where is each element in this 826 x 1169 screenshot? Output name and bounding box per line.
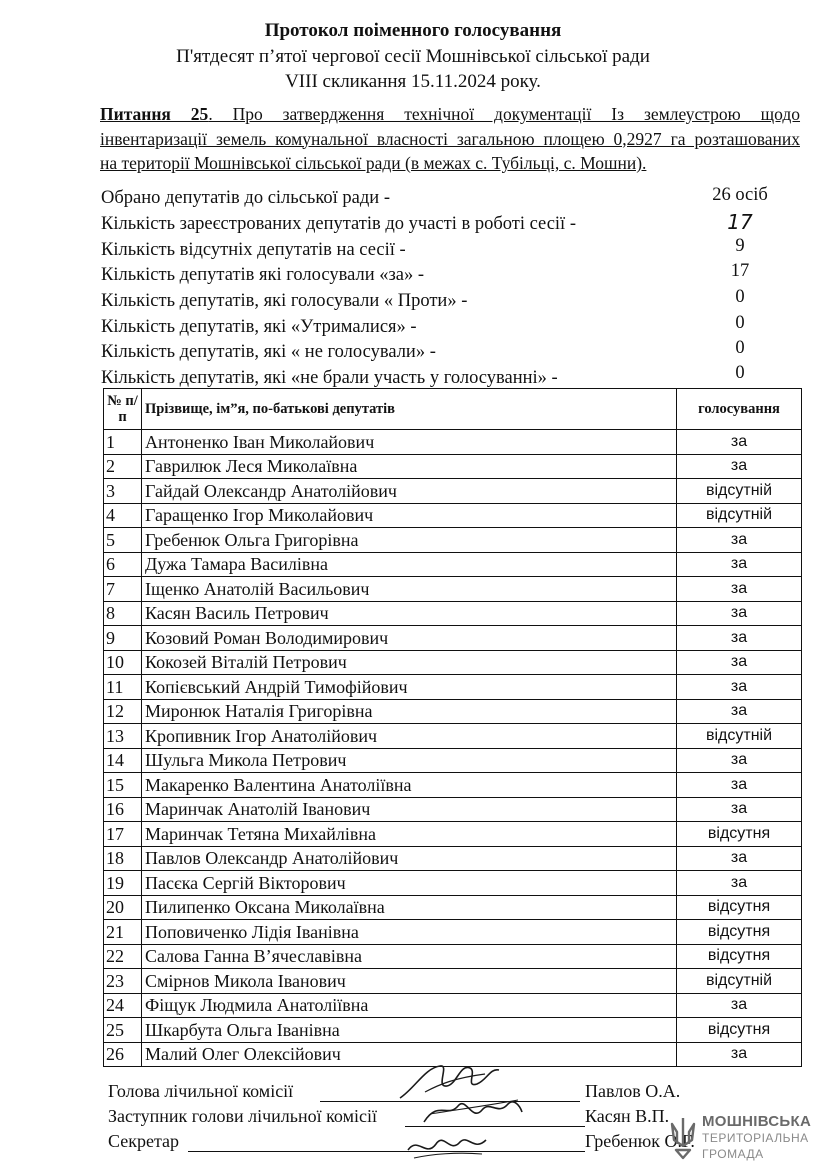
table-row	[104, 675, 802, 700]
vote-table-body	[104, 430, 802, 1067]
vote-result: відсутній	[677, 479, 802, 504]
vote-result: за	[677, 601, 802, 626]
vote-result: за	[677, 626, 802, 651]
table-row	[104, 748, 802, 773]
col-header-vote: голосування	[677, 389, 802, 430]
deputy-name: Пилипенко Оксана Миколаївна	[142, 895, 677, 920]
table-header-row	[104, 389, 802, 430]
sig-deputy-role: Заступник голови лічильної комісії	[108, 1106, 377, 1126]
stat-absent-value: 9	[735, 236, 745, 256]
stat-abstained-value: 0	[735, 313, 745, 333]
table-row	[104, 797, 802, 822]
stat-for-label: Кількість депутатів які голосували «за» -	[101, 265, 425, 285]
row-number: 6	[104, 552, 142, 577]
table-row	[104, 650, 802, 675]
vote-result: за	[677, 650, 802, 675]
vote-table	[103, 388, 802, 1067]
vote-result: за	[677, 797, 802, 822]
sig-secretary-name: Гребенюк О.Г.	[585, 1131, 695, 1151]
deputy-name: Гребенюк Ольга Григорівна	[142, 528, 677, 553]
deputy-name: Іщенко Анатолій Васильович	[142, 577, 677, 602]
stat-for-value: 17	[730, 261, 750, 281]
vote-result: відсутній	[677, 724, 802, 749]
vote-result: за	[677, 871, 802, 896]
vote-result: за	[677, 552, 802, 577]
row-number: 4	[104, 503, 142, 528]
col-header-number: № п/п	[104, 389, 142, 430]
question-line-2: інвентаризації земель комунальної власності загальною площею 0,2927 га розташованих	[100, 128, 800, 149]
session-subtitle: П'ятдесят п’ятої чергової сесії Мошнівської сільської ради	[176, 46, 650, 67]
deputy-name: Шульга Микола Петрович	[142, 748, 677, 773]
table-row	[104, 1018, 802, 1043]
sig-secretary-line	[188, 1151, 585, 1152]
row-number: 8	[104, 601, 142, 626]
row-number: 24	[104, 993, 142, 1018]
table-row	[104, 699, 802, 724]
deputy-name: Макаренко Валентина Анатоліївна	[142, 773, 677, 798]
deputy-name: Касян Василь Петрович	[142, 601, 677, 626]
table-row	[104, 503, 802, 528]
deputy-name: Пасєка Сергій Вікторович	[142, 871, 677, 896]
logo-line-3: ГРОМАДА	[702, 1147, 764, 1161]
table-row	[104, 528, 802, 553]
vote-result: відсутня	[677, 1018, 802, 1043]
vote-result: відсутня	[677, 944, 802, 969]
row-number: 9	[104, 626, 142, 651]
row-number: 2	[104, 454, 142, 479]
vote-result: за	[677, 577, 802, 602]
table-row	[104, 846, 802, 871]
table-row	[104, 920, 802, 945]
row-number: 20	[104, 895, 142, 920]
stat-not-participated-value: 0	[735, 363, 745, 383]
sig-chair-name: Павлов О.А.	[585, 1081, 681, 1101]
row-number: 13	[104, 724, 142, 749]
row-number: 23	[104, 969, 142, 994]
table-row	[104, 577, 802, 602]
table-row	[104, 773, 802, 798]
row-number: 18	[104, 846, 142, 871]
deputy-name: Шкарбута Ольга Іванівна	[142, 1018, 677, 1043]
table-row	[104, 993, 802, 1018]
stat-absent-label: Кількість відсутніх депутатів на сесії -	[101, 240, 406, 260]
vote-result: відсутня	[677, 920, 802, 945]
table-row	[104, 552, 802, 577]
deputy-name: Павлов Олександр Анатолійович	[142, 846, 677, 871]
table-row	[104, 601, 802, 626]
question-line-3: на території Мошнівської сільської ради (в межах с. Тубільці, с. Мошни).	[100, 153, 647, 173]
vote-result: за	[677, 773, 802, 798]
document-title: Протокол поіменного голосування	[264, 20, 562, 41]
sig-chair-role: Голова лічильної комісії	[108, 1081, 294, 1101]
community-logo	[668, 1112, 826, 1167]
deputy-name: Гайдай Олександр Анатолійович	[142, 479, 677, 504]
deputy-name: Дужа Тамара Василівна	[142, 552, 677, 577]
question-label: Питання 25	[100, 104, 209, 124]
vote-result: за	[677, 430, 802, 455]
vote-result: за	[677, 748, 802, 773]
row-number: 1	[104, 430, 142, 455]
logo-line-1: МОШНІВСЬКА	[702, 1113, 812, 1130]
vote-result: відсутній	[677, 503, 802, 528]
stat-elected-value: 26 осіб	[712, 185, 768, 205]
table-row	[104, 969, 802, 994]
table-row	[104, 626, 802, 651]
table-row	[104, 479, 802, 504]
deputy-name: Малий Олег Олексійович	[142, 1042, 677, 1067]
stat-not-participated-label: Кількість депутатів, які «не брали участь у голосуванні» -	[101, 368, 558, 388]
table-row	[104, 454, 802, 479]
question-line-1: Питання 25. Про затвердження технічної документації Із землеустрою щодо	[100, 104, 801, 124]
vote-result: за	[677, 993, 802, 1018]
logo-line-2: ТЕРИТОРІАЛЬНА	[702, 1131, 809, 1145]
deputy-name: Фіщук Людмила Анатоліївна	[142, 993, 677, 1018]
agenda-question	[100, 102, 800, 176]
trident-icon	[668, 1116, 698, 1160]
deputy-name: Кропивник Ігор Анатолійович	[142, 724, 677, 749]
deputy-name: Смірнов Микола Іванович	[142, 969, 677, 994]
row-number: 14	[104, 748, 142, 773]
stat-against-label: Кількість депутатів, які голосували « Проти» -	[101, 291, 468, 311]
table-row	[104, 895, 802, 920]
deputy-name: Маринчак Тетяна Михайлівна	[142, 822, 677, 847]
row-number: 16	[104, 797, 142, 822]
col-header-name: Прізвище, ім”я, по-батькові депутатів	[142, 389, 677, 430]
row-number: 15	[104, 773, 142, 798]
session-date: VIII скликання 15.11.2024 року.	[285, 71, 541, 92]
row-number: 3	[104, 479, 142, 504]
table-row	[104, 871, 802, 896]
vote-result: за	[677, 675, 802, 700]
vote-result: відсутня	[677, 895, 802, 920]
table-row	[104, 944, 802, 969]
vote-result: відсутній	[677, 969, 802, 994]
row-number: 26	[104, 1042, 142, 1067]
stat-not-voted-value: 0	[735, 338, 745, 358]
row-number: 22	[104, 944, 142, 969]
deputy-name: Кокозей Віталій Петрович	[142, 650, 677, 675]
stat-abstained-label: Кількість депутатів, які «Утрималися» -	[101, 317, 417, 337]
table-row	[104, 822, 802, 847]
sig-deputy-name: Касян В.П.	[585, 1106, 670, 1126]
table-row	[104, 430, 802, 455]
deputy-name: Поповиченко Лідія Іванівна	[142, 920, 677, 945]
row-number: 17	[104, 822, 142, 847]
row-number: 19	[104, 871, 142, 896]
vote-result: відсутня	[677, 822, 802, 847]
stat-elected-label: Обрано депутатів до сільської ради -	[101, 188, 390, 208]
row-number: 12	[104, 699, 142, 724]
deputy-name: Салова Ганна В’ячеславівна	[142, 944, 677, 969]
deputy-name: Гаращенко Ігор Миколайович	[142, 503, 677, 528]
vote-result: за	[677, 528, 802, 553]
deputy-name: Миронюк Наталія Григорівна	[142, 699, 677, 724]
vote-result: за	[677, 1042, 802, 1067]
deputy-name: Маринчак Анатолій Іванович	[142, 797, 677, 822]
signature-scribble-secretary	[402, 1124, 492, 1164]
deputy-name: Копієвський Андрій Тимофійович	[142, 675, 677, 700]
stat-not-voted-label: Кількість депутатів, які « не голосували» -	[101, 342, 436, 362]
row-number: 25	[104, 1018, 142, 1043]
row-number: 10	[104, 650, 142, 675]
stat-registered-label: Кількість зареєстрованих депутатів до участі в роботі сесії -	[101, 214, 576, 234]
deputy-name: Козовий Роман Володимирович	[142, 626, 677, 651]
deputy-name: Гаврилюк Леся Миколаївна	[142, 454, 677, 479]
vote-result: за	[677, 846, 802, 871]
sig-secretary-role: Секретар	[108, 1131, 180, 1151]
stat-against-value: 0	[735, 287, 745, 307]
vote-result: за	[677, 699, 802, 724]
row-number: 5	[104, 528, 142, 553]
stat-registered-value: 17	[727, 210, 753, 234]
vote-result: за	[677, 454, 802, 479]
row-number: 21	[104, 920, 142, 945]
row-number: 11	[104, 675, 142, 700]
row-number: 7	[104, 577, 142, 602]
deputy-name: Антоненко Іван Миколайович	[142, 430, 677, 455]
table-row	[104, 724, 802, 749]
